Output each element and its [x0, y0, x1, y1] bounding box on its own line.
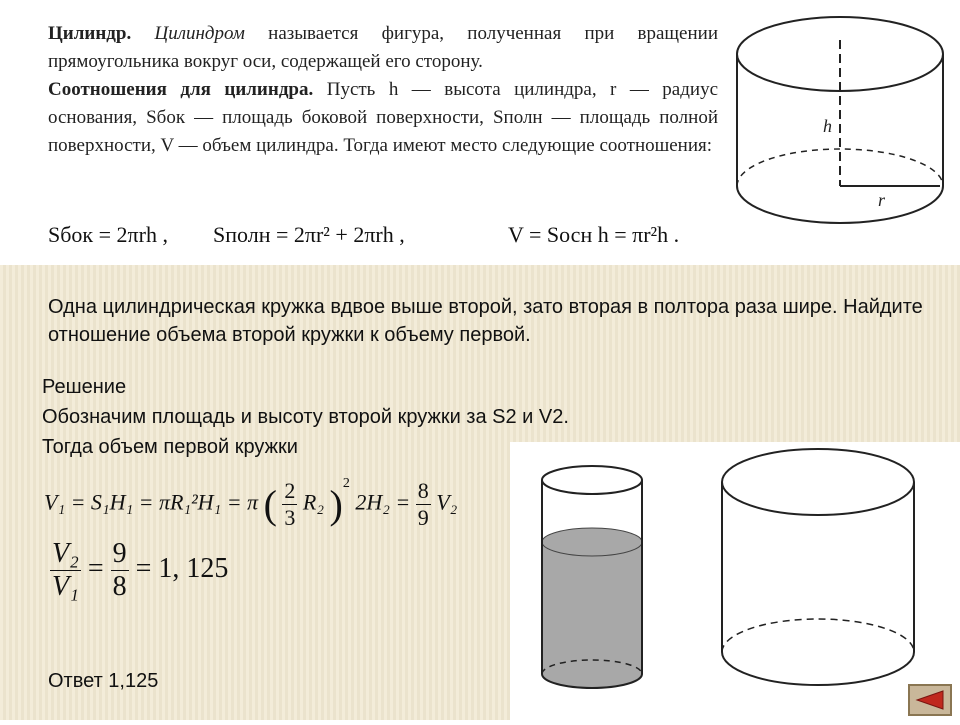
definition-text: называется фигура, полученная при вращении прямоугольника вокруг оси, содержащей его сторону. [48, 23, 718, 72]
eq1-frac-num: 2 [284, 478, 296, 503]
formula-lateral-area: Sбок = 2πrh , [48, 222, 168, 247]
answer-text: Ответ 1,125 [48, 670, 159, 692]
eq1-rest: 2H₂ = [355, 489, 411, 515]
ratio-result: = 1, 125 [135, 552, 229, 584]
relations-title: Соотношения для цилиндра. [48, 79, 314, 100]
term-title: Цилиндр. [48, 23, 132, 44]
eq1-power: 2 [342, 476, 350, 492]
mugs-figure-panel [510, 442, 960, 720]
ratio-den2: 8 [112, 571, 127, 602]
definition-term: Цилиндром [154, 23, 245, 44]
eq1-frac2-num: 8 [417, 478, 429, 503]
ratio-eq: = [87, 552, 104, 584]
ratio-num: V₂ [52, 538, 79, 569]
solution-line-1: Обозначим площадь и высоту второй кружки за S2 и V2. [42, 406, 569, 428]
eq1-tail: V₂ [436, 489, 458, 515]
ratio-fraction [50, 538, 81, 603]
cylinder-diagram [728, 8, 954, 236]
mugs-diagram [510, 442, 960, 720]
equation-ratio [50, 538, 228, 603]
formula-volume: V = Sосн h = πr²h . [508, 222, 680, 247]
eq1-frac-den: 3 [284, 505, 296, 530]
problem-statement: Одна цилиндрическая кружка вдвое выше второй, зато вторая в полтора раза шире. Найдите отношение объема второй кружки к объему первой. [48, 296, 923, 346]
label-h: h [823, 116, 832, 136]
eq1-lhs: V₁ = S₁H₁ = πR₁²H₁ = π [44, 489, 259, 515]
back-button[interactable] [908, 684, 952, 716]
label-r: r [878, 190, 886, 210]
theory-text [48, 20, 718, 160]
eq1-inner: R₂ [302, 489, 324, 515]
theory-section [0, 0, 960, 265]
ratio-fraction-2 [111, 538, 129, 603]
equation-volume-first [44, 478, 457, 531]
relations-text: Пусть h — высота цилиндра, r — радиус основания, Sбок — площадь боковой поверхности, Sполн — площадь полной поверхности, V — объем цилиндра. Тогда имеют место следующие соотношения: [48, 79, 719, 156]
paren-close: ) [329, 482, 343, 527]
back-arrow-icon [915, 690, 945, 710]
solution-line-2: Тогда объем первой кружки [42, 436, 298, 458]
eq1-fraction-2 [416, 478, 431, 531]
ratio-den: V₁ [52, 571, 79, 602]
eq1-frac2-den: 9 [417, 505, 429, 530]
solution-heading: Решение [42, 376, 127, 398]
eq1-fraction [282, 478, 297, 531]
ratio-num2: 9 [112, 538, 127, 569]
paren-open: ( [263, 482, 277, 527]
formula-total-area: Sполн = 2πr² + 2πrh , [213, 222, 405, 247]
